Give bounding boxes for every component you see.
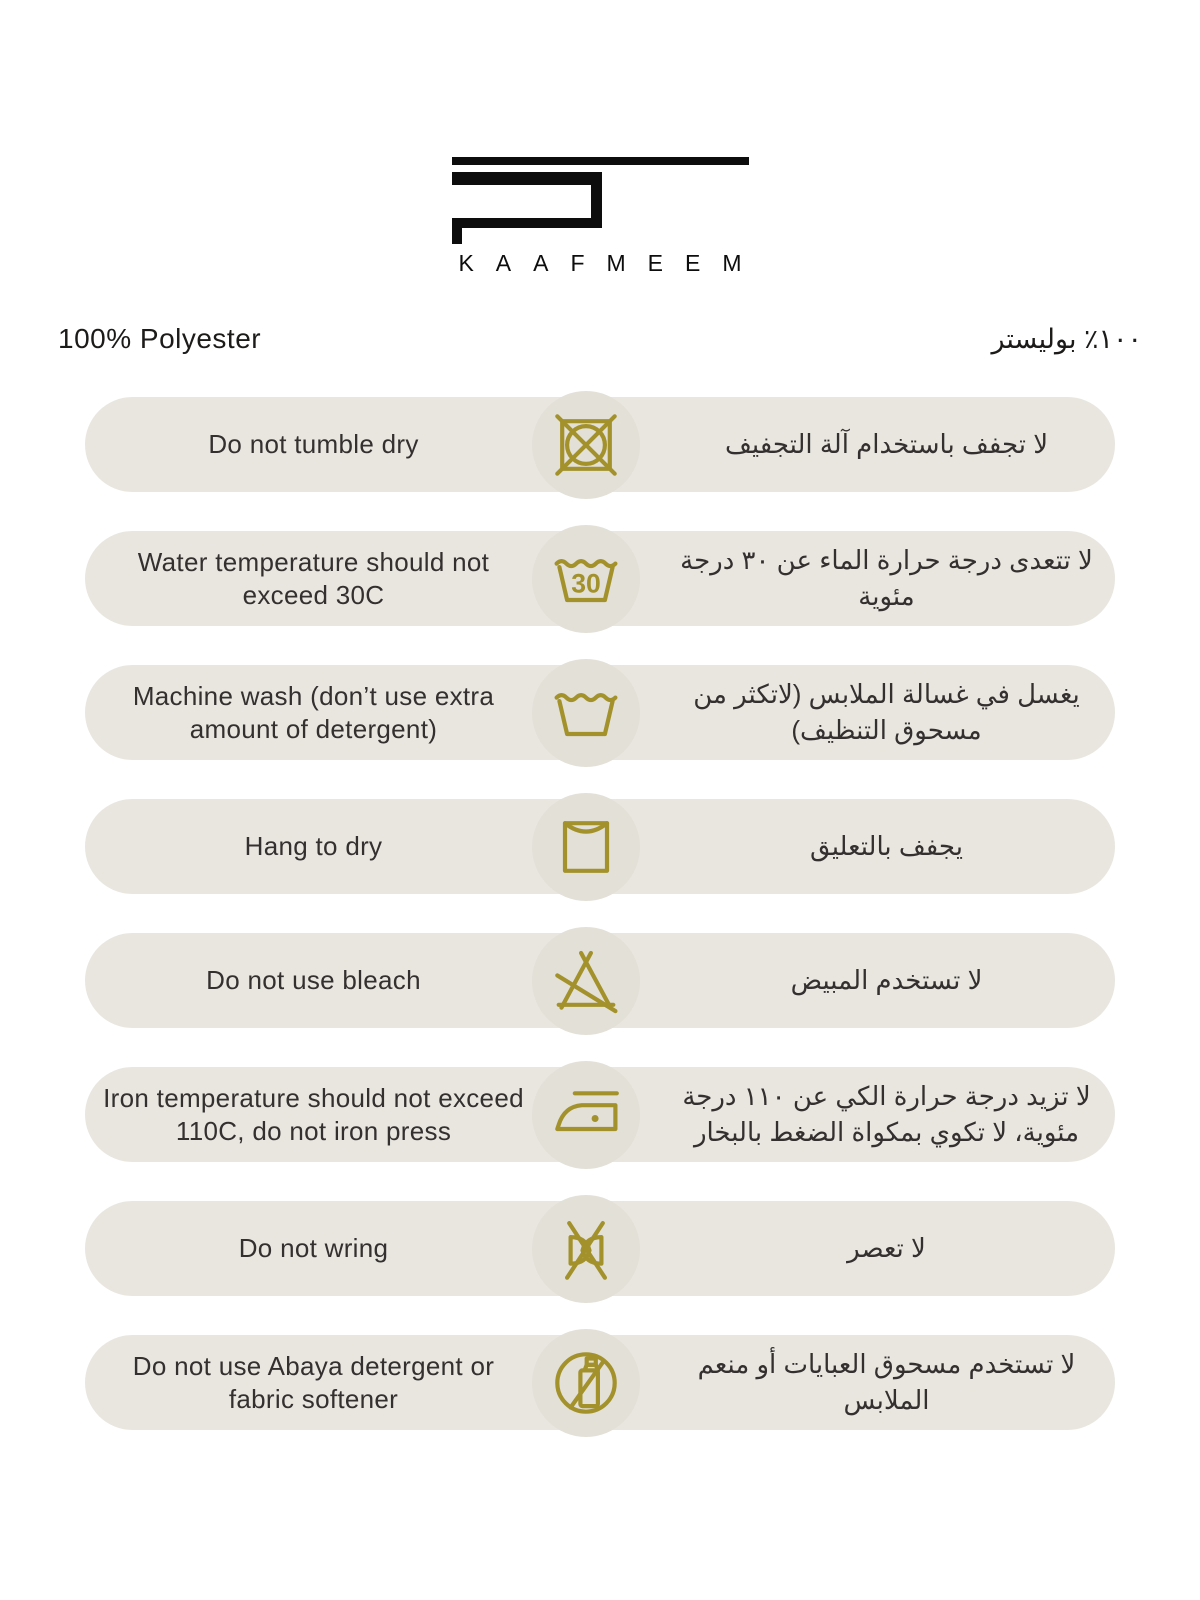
care-text-ar: لا تزيد درجة حرارة الكي عن ١١٠ درجة مئوية، لا تكوي بمكواة الضغط بالبخار — [682, 1081, 1091, 1147]
care-row-machine-wash — [85, 665, 1115, 760]
care-instruction-list — [85, 397, 1115, 1430]
hang-to-dry-icon — [532, 793, 640, 901]
care-text-en: Do not wring — [238, 1233, 389, 1264]
care-text-en: Do not use Abaya detergent or fabric softener — [132, 1351, 495, 1414]
care-row-do-not-use-detergent — [85, 1335, 1115, 1430]
care-row-do-not-wring — [85, 1201, 1115, 1296]
care-text-ar: لا تجفف باستخدام آلة التجفيف — [724, 428, 1049, 459]
care-text-ar: لا تستخدم المبيض — [790, 964, 983, 995]
care-text-en: Hang to dry — [244, 831, 383, 862]
care-row-iron-max-110c — [85, 1067, 1115, 1162]
wash-temp-label: 30 — [571, 567, 601, 598]
do-not-tumble-dry-icon — [532, 391, 640, 499]
brand-logo-icon — [452, 157, 749, 244]
care-text-en: Do not tumble dry — [208, 429, 419, 460]
machine-wash-icon — [532, 659, 640, 767]
care-row-wash-max-30c — [85, 531, 1115, 626]
care-text-ar: لا تتعدى درجة حرارة الماء عن ٣٠ درجة مئوية — [680, 545, 1093, 611]
composition-arabic: ١٠٠٪ بوليستر — [991, 324, 1142, 354]
composition-english: 100% Polyester — [58, 323, 262, 354]
fabric-composition — [58, 323, 1142, 355]
care-text-ar: يغسل في غسالة الملابس (لاتكثر من مسحوق التنظيف) — [693, 679, 1080, 745]
care-row-do-not-tumble-dry — [85, 397, 1115, 492]
brand-logo — [0, 157, 1200, 277]
do-not-use-detergent-icon — [532, 1329, 640, 1437]
brand-wordmark: KAAFMEEM — [458, 250, 764, 276]
wash-30c-icon — [532, 525, 640, 633]
care-text-ar: لا تعصر — [847, 1232, 926, 1263]
care-row-hang-to-dry — [85, 799, 1115, 894]
care-text-ar: لا تستخدم مسحوق العبايات أو منعم الملابس — [697, 1349, 1076, 1415]
iron-icon — [532, 1061, 640, 1169]
do-not-wring-icon — [532, 1195, 640, 1303]
care-text-en: Iron temperature should not exceed 110C, do not iron press — [103, 1083, 524, 1146]
care-text-en: Water temperature should not exceed 30C — [137, 547, 490, 610]
do-not-bleach-icon — [532, 927, 640, 1035]
care-row-do-not-bleach — [85, 933, 1115, 1028]
care-text-en: Machine wash (don’t use extra amount of detergent) — [132, 681, 495, 744]
care-text-en: Do not use bleach — [206, 965, 421, 996]
care-text-ar: يجفف بالتعليق — [810, 830, 963, 861]
